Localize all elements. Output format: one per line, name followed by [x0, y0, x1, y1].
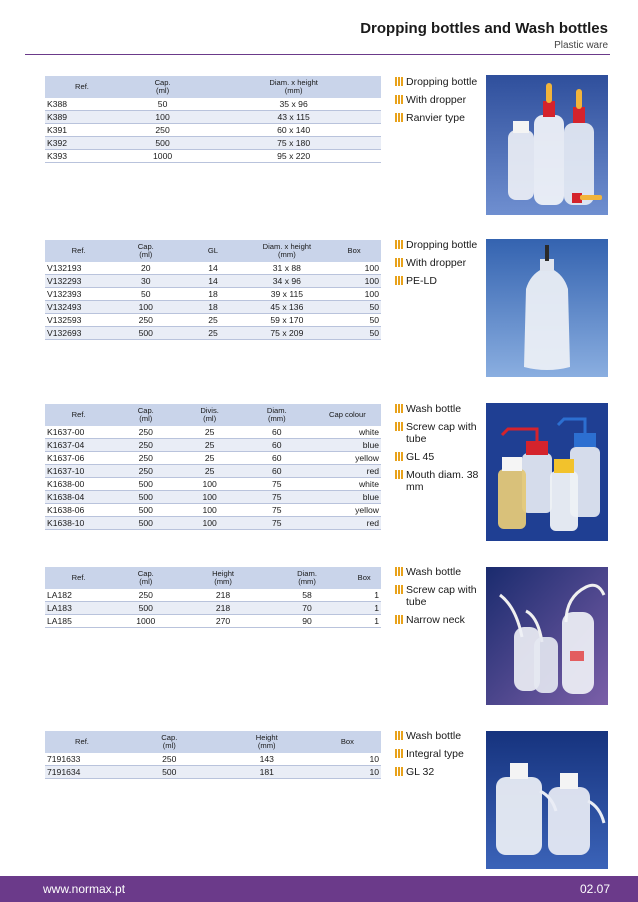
feature-item: Narrow neck [395, 614, 487, 626]
col-header: Diam. (mm) [267, 567, 348, 589]
spec-table-dropping-ranvier [45, 76, 381, 163]
bullet-bars-icon [395, 749, 403, 758]
feature-item: Dropping bottle [395, 239, 487, 251]
col-header: Box [314, 731, 381, 753]
spec-table-dropping-pe-ld [45, 240, 381, 340]
feature-item: PE-LD [395, 275, 487, 287]
page-footer [0, 876, 638, 902]
bullet-bars-icon [395, 567, 403, 576]
col-header: Ref. [45, 567, 112, 589]
col-header: Box [327, 240, 381, 262]
feature-item: With dropper [395, 257, 487, 269]
bullet-bars-icon [395, 404, 403, 413]
col-header: Cap. (ml) [119, 76, 206, 98]
feature-item: Screw cap with tube [395, 584, 487, 608]
product-photo-wash-integral [486, 731, 608, 869]
col-header: Ref. [45, 76, 119, 98]
table-row: K1638-06 500 100 75 yellow [47, 505, 379, 515]
col-header: Ref. [45, 731, 119, 753]
table-row: 7191634 500 181 10 [47, 767, 379, 777]
table-row: V132493 100 18 45 x 136 50 [47, 302, 379, 312]
table-row: K1638-00 500 100 75 white [47, 479, 379, 489]
table-row: LA183 500 218 70 1 [47, 603, 379, 613]
spec-table-wash-narrow-neck [45, 567, 381, 628]
website-link[interactable]: www.normax.pt [43, 882, 126, 896]
table-row: K391 250 60 x 140 [45, 124, 381, 137]
spec-table-wash-gl45 [45, 404, 381, 530]
bullet-bars-icon [395, 615, 403, 624]
col-header: Cap. (ml) [112, 240, 179, 262]
col-header: Ref. [45, 240, 112, 262]
bullet-bars-icon [395, 77, 403, 86]
col-header: Cap. (ml) [119, 731, 220, 753]
table-row: LA182 250 218 58 1 [47, 590, 379, 600]
table-row: K1637-06 250 25 60 yellow [47, 453, 379, 463]
product-photo-dropping-ranvier [486, 75, 608, 215]
product-photo-wash-gl45 [486, 403, 608, 541]
bullet-bars-icon [395, 767, 403, 776]
bullet-bars-icon [395, 731, 403, 740]
table-row: V132393 50 18 39 x 115 100 [47, 289, 379, 299]
col-header: Cap colour [314, 404, 381, 426]
feature-item: Screw cap with tube [395, 421, 487, 445]
col-header: Cap. (ml) [112, 567, 179, 589]
table-row: K1637-00 250 25 60 white [47, 427, 379, 437]
feature-item: Wash bottle [395, 566, 487, 578]
table-row: V132293 30 14 34 x 96 100 [47, 276, 379, 286]
product-photo-dropping-pe-ld [486, 239, 608, 377]
feature-list [395, 239, 487, 293]
col-header: Diam. (mm) [240, 404, 314, 426]
header-divider [25, 54, 610, 55]
bullet-bars-icon [395, 470, 403, 479]
feature-item: Ranvier type [395, 112, 487, 124]
col-header: Diam. x height (mm) [247, 240, 328, 262]
page-title: Dropping bottles and Wash bottles [360, 20, 608, 37]
col-header: Ref. [45, 404, 112, 426]
col-header: Height (mm) [179, 567, 266, 589]
table-row: LA185 1000 270 90 1 [47, 616, 379, 626]
bullet-bars-icon [395, 95, 403, 104]
table-row: K1638-10 500 100 75 red [47, 518, 379, 528]
table-row: K1638-04 500 100 75 blue [47, 492, 379, 502]
table-row: K1637-04 250 25 60 blue [47, 440, 379, 450]
bullet-bars-icon [395, 113, 403, 122]
feature-item: Dropping bottle [395, 76, 487, 88]
bullet-bars-icon [395, 276, 403, 285]
table-row: K393 1000 95 x 220 [45, 150, 381, 163]
col-header: Divis. (ml) [179, 404, 239, 426]
col-header: Diam. x height (mm) [206, 76, 381, 98]
feature-item: Wash bottle [395, 730, 487, 742]
feature-item: Wash bottle [395, 403, 487, 415]
product-photo-wash-narrow-neck [486, 567, 608, 705]
table-row: K1637-10 250 25 60 red [47, 466, 379, 476]
feature-list [395, 76, 487, 130]
bullet-bars-icon [395, 258, 403, 267]
table-row: V132593 250 25 59 x 170 50 [47, 315, 379, 325]
feature-item: Mouth diam. 38 mm [395, 469, 487, 493]
feature-list [395, 403, 487, 499]
col-header: Box [347, 567, 381, 589]
bullet-bars-icon [395, 452, 403, 461]
page-subtitle: Plastic ware [554, 40, 608, 51]
col-header: Cap. (ml) [112, 404, 179, 426]
col-header: Height (mm) [220, 731, 314, 753]
feature-item: With dropper [395, 94, 487, 106]
bullet-bars-icon [395, 422, 403, 431]
table-row: V132693 500 25 75 x 209 50 [47, 328, 379, 338]
table-row: 7191633 250 143 10 [47, 754, 379, 764]
feature-item: Integral type [395, 748, 487, 760]
feature-item: GL 32 [395, 766, 487, 778]
table-row: K392 500 75 x 180 [45, 137, 381, 150]
col-header: GL [179, 240, 246, 262]
bullet-bars-icon [395, 585, 403, 594]
table-row: K388 50 35 x 96 [45, 98, 381, 111]
page-number: 02.07 [579, 882, 610, 896]
spec-table-wash-integral [45, 731, 381, 779]
table-row: K389 100 43 x 115 [45, 111, 381, 124]
feature-list [395, 566, 487, 632]
feature-item: GL 45 [395, 451, 487, 463]
feature-list [395, 730, 487, 784]
bullet-bars-icon [395, 240, 403, 249]
table-row: V132193 20 14 31 x 88 100 [47, 263, 379, 273]
